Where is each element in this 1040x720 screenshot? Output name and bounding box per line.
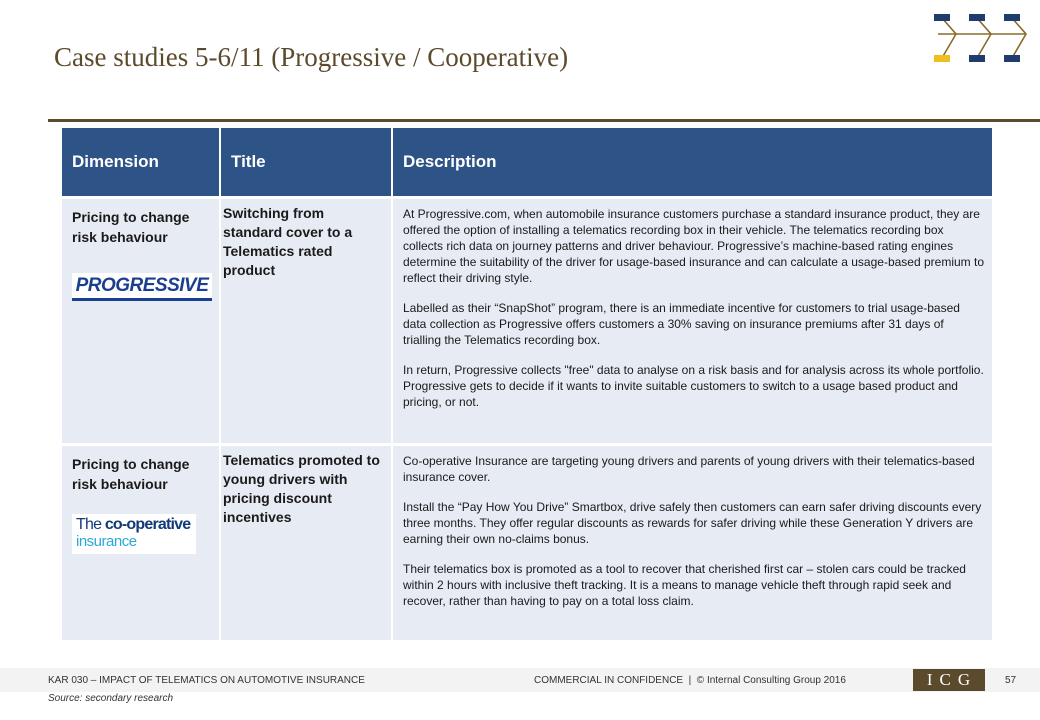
- coop-logo-line1: The co-operative: [76, 516, 191, 533]
- cooperative-insurance-logo: [72, 514, 196, 554]
- description-paragraph: At Progressive.com, when automobile insurance customers purchase a standard insurance product, they are offered the option of installing a telematics recording box in their vehicle. The telematics recording box collects rich data on journey patterns and driver behaviour. Progressive’s machine-based rating engines determine the suitability of the driver for usage-based insurance and can calculate a usage-based premium to reflect their driving style.: [403, 207, 984, 285]
- dimension-label: Pricing to change risk behaviour: [72, 209, 190, 245]
- case-title: Switching from standard cover to a Telematics rated product: [223, 205, 353, 278]
- column-header-dimension: Dimension: [62, 128, 220, 198]
- description-paragraph: Labelled as their “SnapShot” program, there is an immediate incentive for customers to trial usage-based data collection as Progressive offers customers a 30% saving on insurance premiums after 31 days of trialling the Telematics recording box.: [403, 301, 960, 347]
- footer-confidentiality: COMMERCIAL IN CONFIDENCE | © Internal Consulting Group 2016: [534, 675, 846, 686]
- progressive-logo-text: PROGRESSIVE: [75, 274, 209, 296]
- title-divider: [48, 119, 1040, 122]
- title-cell: [220, 445, 392, 641]
- description-paragraph: Their telematics box is promoted as a tool to recover that cherished first car – stolen cars could be tracked within 2 hours with inclusive theft tracking. It is a means to manage vehicle theft through rapid seek and recover, rather than having to pay on a total loss claim.: [403, 562, 966, 608]
- page-number: 57: [1005, 675, 1017, 686]
- column-header-title: Title: [220, 128, 392, 198]
- icg-network-logo-icon: [930, 10, 1030, 66]
- coop-logo-line2: insurance: [76, 533, 137, 550]
- description-cell: [392, 445, 992, 641]
- dimension-cell: [62, 198, 220, 445]
- case-title: Telematics promoted to young drivers with pricing discount incentives: [223, 452, 380, 525]
- column-header-description: Description: [392, 128, 992, 198]
- footer-document-code: KAR 030 – IMPACT OF TELEMATICS ON AUTOMOTIVE INSURANCE: [48, 675, 365, 686]
- progressive-logo: [72, 273, 212, 301]
- description-paragraph: Install the “Pay How You Drive” Smartbox, drive safely then customers can earn safer driving discounts every three months. They offer regular discounts as rewards for safer driving while these Generation Y drivers are earning their own no-claims bonus.: [403, 500, 982, 546]
- source-note: Source: secondary research: [48, 693, 174, 704]
- slide-title: Case studies 5-6/11 (Progressive / Cooperative): [54, 42, 569, 72]
- table-row: [62, 445, 992, 641]
- dimension-label: Pricing to change risk behaviour: [72, 456, 190, 492]
- case-study-table: [62, 128, 992, 640]
- table-header-row: [62, 128, 992, 198]
- dimension-cell: [62, 445, 220, 641]
- icg-brand-logo: ICG: [913, 669, 985, 691]
- description-paragraph: Co-operative Insurance are targeting young drivers and parents of young drivers with their telematics-based insurance cover.: [403, 454, 975, 484]
- description-paragraph: In return, Progressive collects "free" data to analyse on a risk basis and for analysis across its whole portfolio. Progressive gets to decide if it wants to invite suitable customers to switch to a usage based product and pricing, or not.: [403, 363, 984, 409]
- description-cell: [392, 198, 992, 445]
- title-cell: [220, 198, 392, 445]
- table-row: [62, 198, 992, 445]
